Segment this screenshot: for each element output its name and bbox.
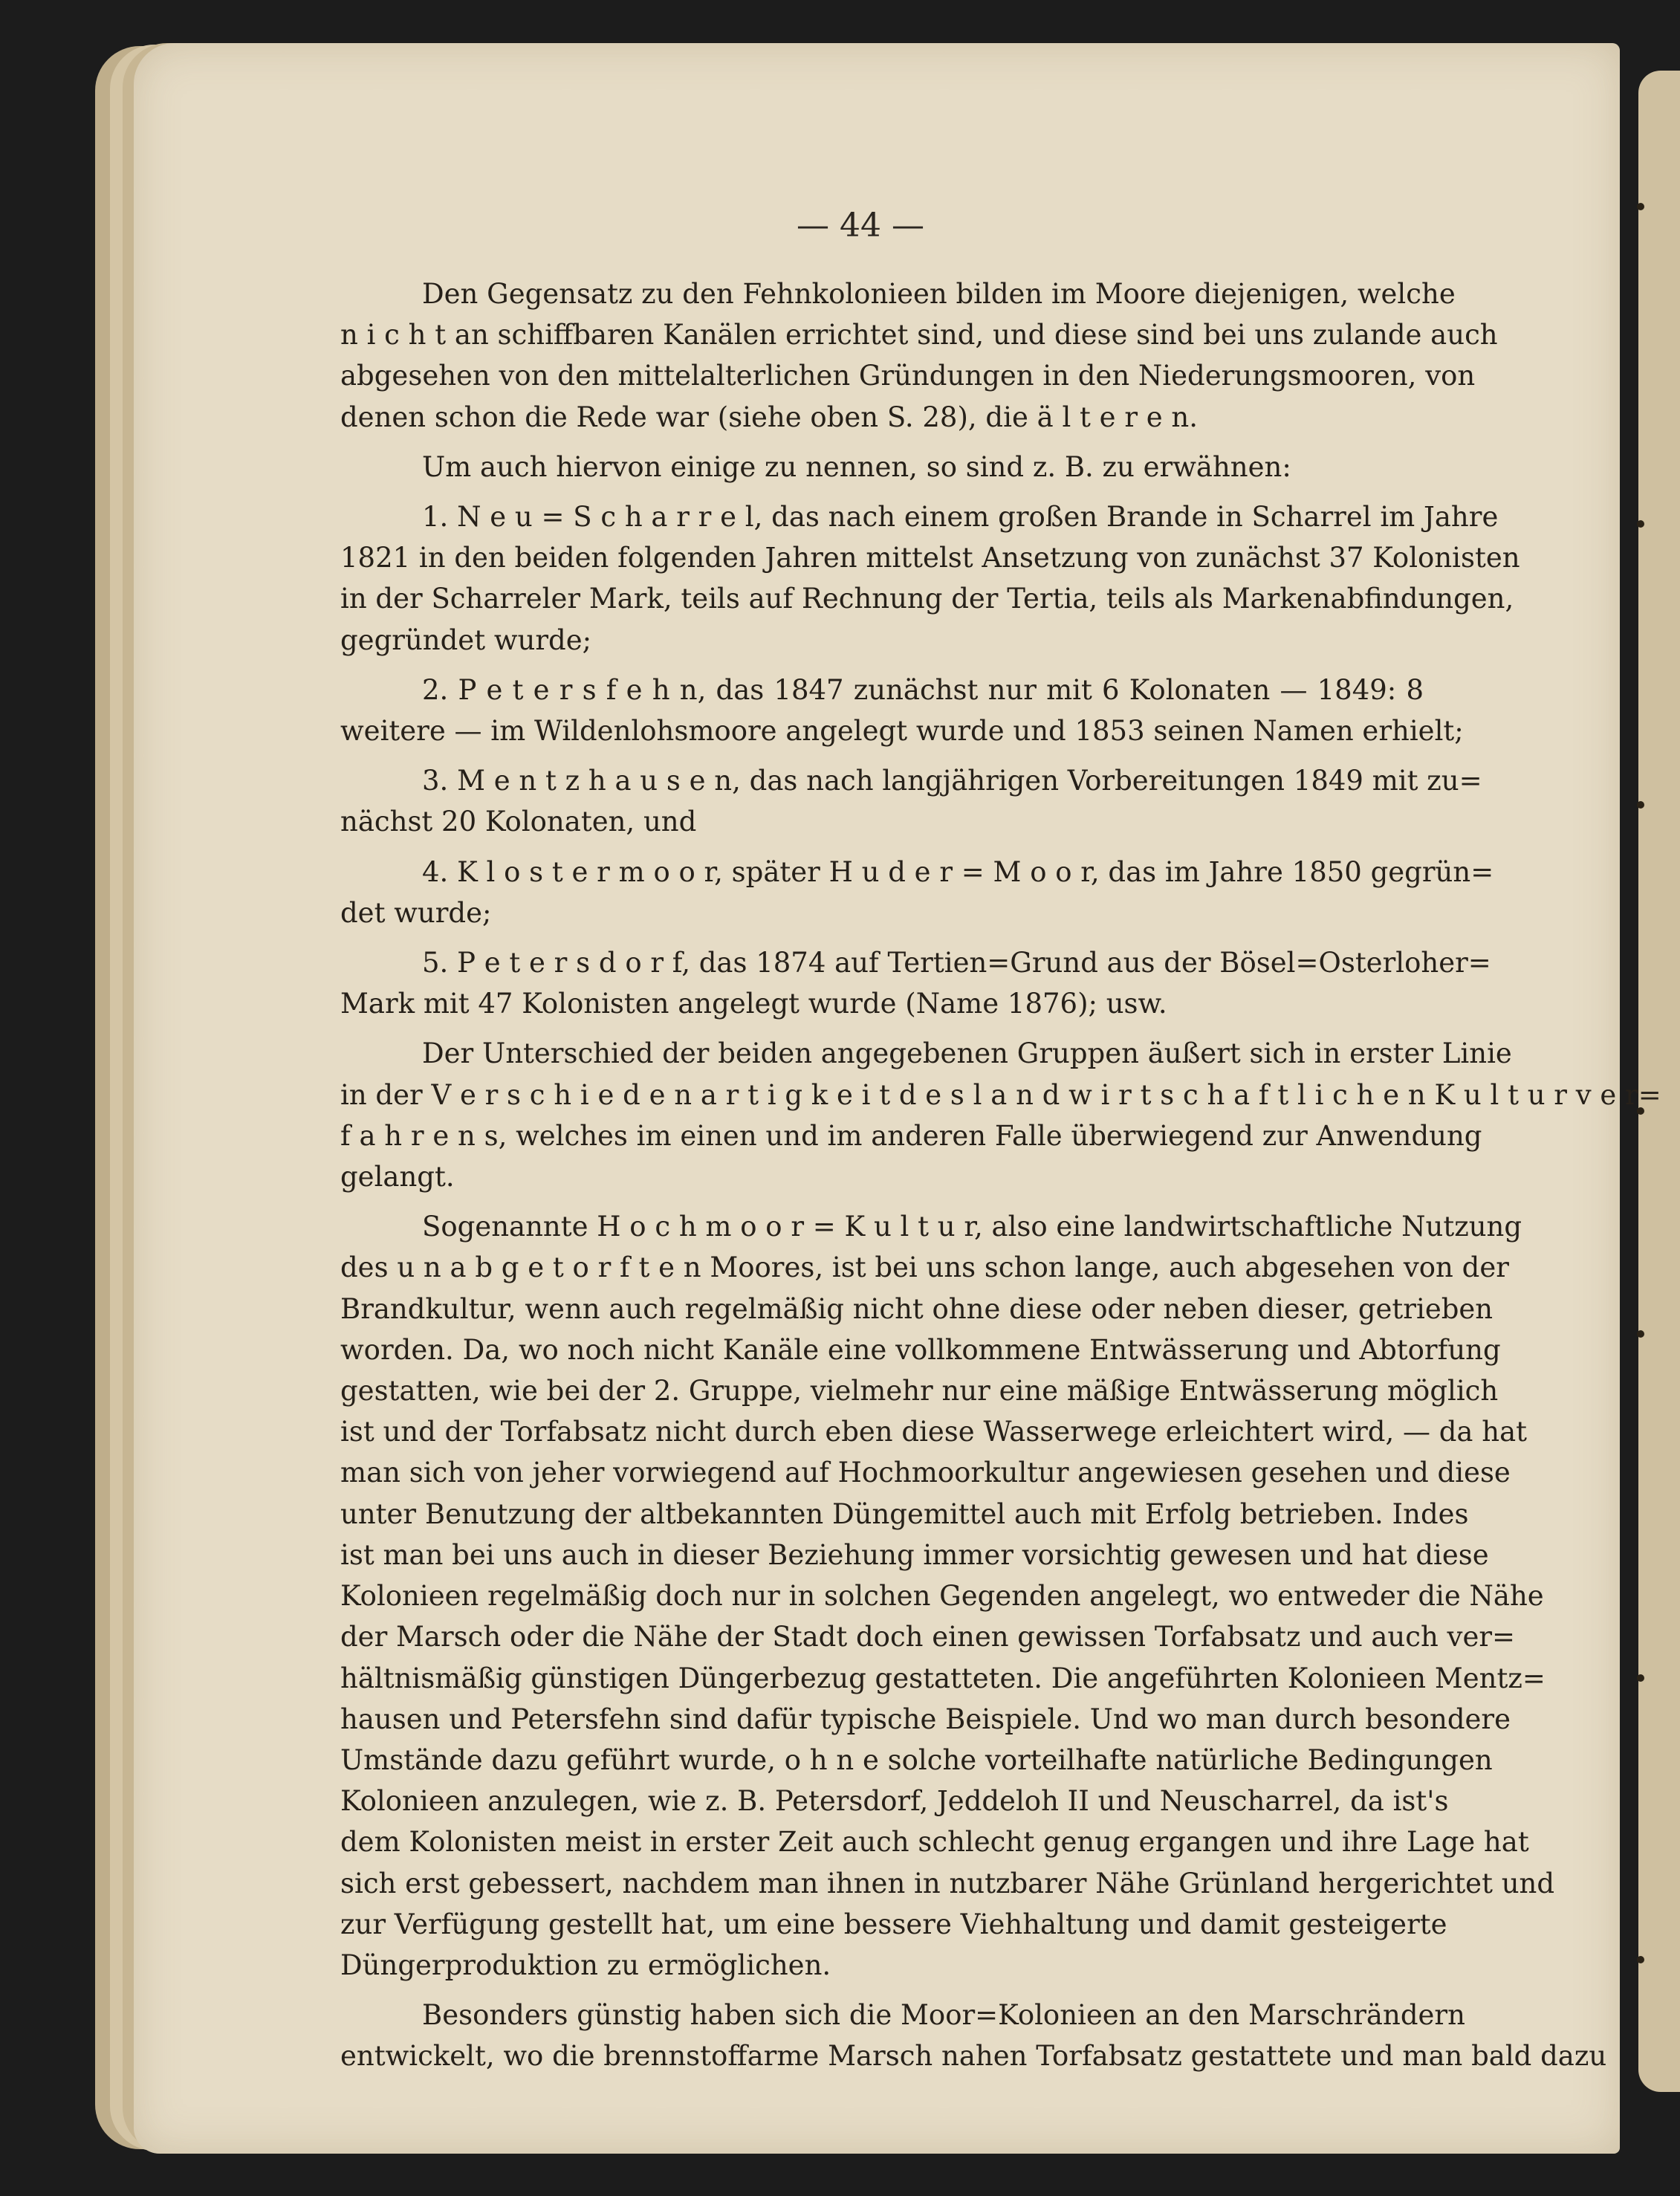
text-line <box>340 1452 1511 1493</box>
paragraph <box>340 1206 1555 1986</box>
text-run: , das im Jahre 1850 gegrün= <box>1090 855 1494 888</box>
text-run: Sogenannte <box>422 1211 597 1243</box>
text-run: , das nach langjährigen Vorbereitungen 1849 mit zu= <box>732 765 1482 797</box>
text-run: solche vorteilhafte natürliche Bedingungen <box>878 1743 1493 1776</box>
text-run: nächst 20 Kolonaten, und <box>340 806 697 838</box>
body-text <box>340 273 1661 2086</box>
text-line <box>340 1575 1544 1616</box>
text-run: Brandkultur, wenn auch regelmäßig nicht ohne diese oder neben dieser, getrieben <box>340 1292 1493 1325</box>
spaced-emphasis: M e n t z h a u s e n <box>457 765 733 797</box>
paragraph <box>340 273 1498 438</box>
text-run: Um auch hiervon einige zu nennen, so sind z. B. zu erwähnen: <box>422 450 1291 483</box>
text-run: Düngerproduktion zu ermöglichen. <box>340 1949 831 1981</box>
text-run: 2. <box>422 673 458 706</box>
text-line <box>340 670 1424 710</box>
spaced-emphasis: H u d e r = M o o r <box>828 855 1091 888</box>
text-line <box>340 1156 1424 1197</box>
text-run: in der <box>340 1078 432 1111</box>
text-line <box>340 447 1424 488</box>
paragraph <box>340 852 1494 933</box>
spaced-emphasis: P e t e r s f e h n <box>458 673 698 706</box>
binding-hole <box>1637 1956 1644 1963</box>
text-line <box>340 1699 1511 1740</box>
text-line <box>340 620 1424 661</box>
text-line <box>340 1904 1447 1945</box>
text-line <box>340 273 1456 314</box>
spaced-emphasis: f a h r e n s <box>340 1119 499 1152</box>
text-run: des <box>340 1251 398 1284</box>
text-line <box>340 578 1514 619</box>
spaced-emphasis: P e t e r s d o r f <box>457 947 682 979</box>
binding-hole <box>1637 801 1644 809</box>
text-run: an schiffbaren Kanälen errichtet sind, und diese sind bei uns zulande auch <box>446 319 1498 352</box>
paragraph <box>340 670 1464 751</box>
text-line <box>340 1206 1522 1247</box>
text-run: 1821 in den beiden folgenden Jahren mittelst Ansetzung von zunächst 37 Kolonisten <box>340 542 1520 574</box>
paragraph <box>340 942 1491 1024</box>
text-run: zur Verfügung gestellt hat, um eine bessere Viehhaltung und damit gesteigerte <box>340 1908 1447 1940</box>
text-line <box>340 355 1476 396</box>
text-run: gegründet wurde; <box>340 624 592 656</box>
text-line <box>340 314 1498 355</box>
spaced-emphasis: u n a b g e t o r f t e n <box>397 1251 701 1284</box>
text-run: 1. <box>422 501 458 534</box>
text-run: Der Unterschied der beiden angegebenen Gruppen äußert sich in erster Linie <box>422 1037 1512 1070</box>
spaced-emphasis: o h n e <box>784 1743 879 1776</box>
text-run: Kolonieen anzulegen, wie z. B. Petersdorf, Jeddeloh II und Neuscharrel, da ist's <box>340 1785 1449 1818</box>
text-line <box>340 1247 1509 1288</box>
text-run: Den Gegensatz zu den Fehnkolonieen bilden im Moore diejenigen, welche <box>422 278 1456 310</box>
text-run: 3. <box>422 765 458 797</box>
spaced-emphasis: n i c h t <box>340 319 447 352</box>
text-line <box>340 1370 1499 1411</box>
text-line <box>340 1411 1527 1452</box>
text-line <box>340 1535 1489 1575</box>
text-line <box>340 1329 1501 1370</box>
text-run: man sich von jeher vorwiegend auf Hochmoorkultur angewiesen gesehen und diese <box>340 1457 1511 1489</box>
text-run: Umstände dazu geführt wurde, <box>340 1743 785 1776</box>
spaced-emphasis: N e u = S c h a r r e l <box>457 501 754 534</box>
text-line <box>340 983 1424 1024</box>
paragraph <box>340 496 1520 661</box>
text-run: hausen und Petersfehn sind dafür typische Beispiele. Und wo man durch besondere <box>340 1703 1511 1735</box>
text-run: abgesehen von den mittelalterlichen Gründungen in den Niederungsmooren, von <box>340 360 1476 392</box>
page-number: — 44 — <box>797 207 924 244</box>
text-run: unter Benutzung der altbekannten Düngemittel auch mit Erfolg betrieben. Indes <box>340 1497 1469 1530</box>
text-line <box>340 1945 1424 1986</box>
text-line <box>340 1781 1449 1821</box>
spaced-emphasis: ist und der Torfabsatz nicht durch eben diese Wasserwege erleichtert wird, — da hat <box>340 1416 1527 1448</box>
text-line <box>340 1863 1555 1904</box>
text-run: det wurde; <box>340 896 492 929</box>
text-run: ist man bei uns auch in dieser Beziehung immer vorsichtig gewesen und hat diese <box>340 1538 1489 1571</box>
text-run: , das nach einem großen Brande in Scharrel im Jahre <box>753 501 1499 534</box>
text-line <box>340 397 1424 438</box>
text-run: gelangt. <box>340 1161 455 1193</box>
text-line <box>340 801 1424 842</box>
text-run: der Marsch oder die Nähe der Stadt doch einen gewissen Torfabsatz und auch ver= <box>340 1621 1516 1654</box>
text-run: worden. Da, wo noch nicht Kanäle eine vollkommene Entwässerung und Abtorfung <box>340 1333 1501 1366</box>
spaced-emphasis: weitere — im Wildenlohsmoore angelegt wurde und 1853 seinen Namen erhielt; <box>340 715 1464 748</box>
text-run: Moores, ist bei uns schon lange, auch abgesehen von der <box>701 1251 1509 1284</box>
text-line <box>340 1075 1661 1115</box>
text-run: dem Kolonisten meist in erster Zeit auch schlecht genug ergangen und ihre Lage hat <box>340 1826 1529 1859</box>
binding-hole <box>1637 520 1644 528</box>
text-line <box>340 1821 1529 1862</box>
text-run: sich erst gebessert, nachdem man ihnen in nutzbarer Nähe Grünland hergerichtet und <box>340 1867 1555 1899</box>
text-line <box>340 760 1482 801</box>
text-run: entwickelt, wo die brennstoffarme Marsch nahen Torfabsatz gestattete und man bald dazu <box>340 2040 1607 2073</box>
text-line <box>340 537 1520 578</box>
text-run: gestatten, wie bei der 2. Gruppe, vielmehr nur eine mäßige Entwässerung möglich <box>340 1375 1499 1408</box>
text-run: , das 1874 auf Tertien=Grund aus der Bösel=Osterloher= <box>681 947 1491 979</box>
text-run: Mark mit 47 Kolonisten angelegt wurde (Name 1876); usw. <box>340 988 1167 1020</box>
text-run: 5. <box>422 947 458 979</box>
text-run: Besonders günstig haben sich die Moor=Kolonieen an den Marschrändern <box>422 1999 1465 2032</box>
text-line <box>340 2035 1607 2076</box>
binding-hole <box>1637 1330 1644 1338</box>
text-line <box>340 942 1491 983</box>
text-line <box>340 1494 1469 1535</box>
text-line <box>340 852 1494 893</box>
text-line <box>340 1289 1493 1329</box>
text-run: , später <box>714 855 829 888</box>
text-run: Kolonieen regelmäßig doch nur in solchen Gegenden angelegt, wo entweder die Nähe <box>340 1580 1544 1613</box>
paragraph <box>340 447 1424 488</box>
text-line <box>340 1740 1493 1781</box>
spaced-emphasis: ä l t e r e n. <box>1037 401 1199 433</box>
paragraph <box>340 1995 1607 2076</box>
spaced-emphasis: , das 1847 zunächst nur mit 6 Kolonaten — 1849: 8 <box>697 673 1424 706</box>
binding-hole <box>1637 1674 1644 1682</box>
spaced-emphasis: H o c h m o o r = K u l t u r <box>597 1211 974 1243</box>
text-line <box>340 893 1424 933</box>
paragraph <box>340 760 1482 842</box>
text-line <box>340 496 1499 537</box>
spaced-emphasis: V e r s c h i e d e n a r t i g k e i t d e s l a n d w i r t s c h a f t l i c h e n K u l t u r v e r= <box>431 1078 1661 1111</box>
text-run: hältnismäßig günstigen Düngerbezug gestatteten. Die angeführten Kolonieen Mentz= <box>340 1662 1546 1694</box>
text-line <box>340 1995 1465 2035</box>
spaced-emphasis: K l o s t e r m o o r <box>457 855 715 888</box>
paragraph <box>340 1033 1661 1197</box>
text-line <box>340 1033 1512 1074</box>
text-line <box>340 1658 1546 1699</box>
text-line <box>340 1616 1516 1657</box>
text-line <box>340 710 1464 751</box>
text-line <box>340 1115 1482 1156</box>
text-run: in der Scharreler Mark, teils auf Rechnung der Tertia, teils als Markenabfindungen, <box>340 583 1514 615</box>
text-run: , welches im einen und im anderen Falle überwiegend zur Anwendung <box>498 1119 1482 1152</box>
text-run: 4. <box>422 855 458 888</box>
text-run: , also eine landwirtschaftliche Nutzung <box>973 1211 1522 1243</box>
text-run: denen schon die Rede war (siehe oben S. 28), die <box>340 401 1037 433</box>
